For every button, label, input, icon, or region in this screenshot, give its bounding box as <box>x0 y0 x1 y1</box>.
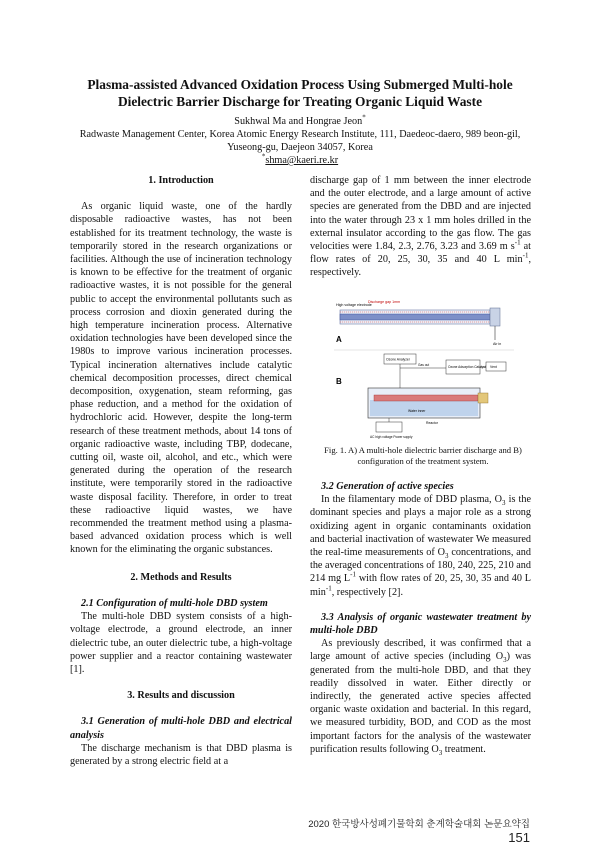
reactor-inlet <box>478 393 488 403</box>
left-column <box>70 174 292 768</box>
air-in-label: Air in <box>493 342 502 346</box>
analysis-sub-2: 3 <box>438 748 443 757</box>
page-footer <box>300 816 530 845</box>
email-mark: * <box>261 152 266 161</box>
title-line-1: Plasma-assisted Advanced Oxidation Process Using Submerged Multi-hole <box>87 77 513 92</box>
subsection-3-1-text: The discharge mechanism is that DBD plasma is generated by a strong electric field at a <box>70 742 292 767</box>
species-sup-2: -1 <box>325 584 332 593</box>
subsection-2-1-text: The multi-hole DBD system consists of a high-voltage electrode, a ground electrode, an inner dielectric tube, an outer dielectric tube, a high-voltage power supplier and a reactor containing wastewater [1]. <box>70 611 292 675</box>
section-results-title: 3. Results and discussion <box>127 690 235 702</box>
analysis-text-c: treatment. <box>442 743 486 755</box>
discharge-sup-1: -1 <box>514 238 521 247</box>
paper-title <box>60 76 540 110</box>
introduction-text: As organic liquid waste, one of the hardly disposable radioactive wastes, has not been established for its treatment technology, the waste is temporarily stored in the research organizations or facilities. Although the use of incineration technology is known to be effective for the treatment of organic radioactive wastes, it is not possible for the general public to accept the environmental pollutants such as process corrosion and dioxin generated during the high temperature incineration process. Alternative oxidation technologies have been developed since the 1980s to improve various incineration processes. Typical incineration alternatives include catalytic chemical decomposition processes, direct chemical decomposition, oxygenation, steam reforming, gas phase reduction, and a method for the oxidation of hydrochloric acid. However, despite the long-term research of these treatment methods, about 14 tons of organic radioactive waste, including TBP, dodecane, cutting oil, waste oil, alcohol, and etc., which were generated during the operation of the research institute, were temporarily stored in the radioactive waste disposal facility. Therefore, in order to treat these radioactive liquid wastes, we have recommended the treatment method using a plasma-based advanced oxidation process which is well known for the eliminating the organic substances. <box>70 201 292 556</box>
discharge-gap-paragraph <box>310 174 531 280</box>
panel-a-label: A <box>336 335 342 344</box>
panel-b-label: B <box>336 377 342 386</box>
analysis-sub-1: 3 <box>503 656 507 665</box>
gas-out-label: Gas out <box>418 363 430 367</box>
species-text-a: In the filamentary mode of DBD plasma, O <box>321 494 503 506</box>
species-sup-1: -1 <box>350 571 356 580</box>
author-mark: * <box>362 113 366 122</box>
dbd-tube-b <box>374 395 478 401</box>
species-text-e: , respectively [2]. <box>331 586 403 598</box>
reactor-label: Reactor <box>426 421 438 425</box>
section-introduction-title: 1. Introduction <box>148 175 214 186</box>
email-line <box>40 154 560 167</box>
conference-proceedings-label: 2020 한국방사성폐기물학회 춘계학술대회 논문요약집 <box>308 819 530 830</box>
title-line-2: Dielectric Barrier Discharge for Treating Organic Liquid Waste <box>117 94 483 109</box>
ac-power-supply-box <box>376 422 402 432</box>
email-link[interactable]: shma@kaeri.re.kr <box>265 155 339 166</box>
affiliation-line-2: Yuseong-gu, Daejeon 34057, Korea <box>227 142 373 153</box>
discharge-text-b: at flow rates of 20, 25, 30, 35 and 40 L min <box>310 241 531 266</box>
analysis-text-a: As previously described, it was confirmed that a large amount of active species (including O <box>310 638 531 663</box>
ozone-adsorption-label: Ozone Adsorption Catalyst <box>448 365 486 369</box>
tube-end-cap <box>490 308 500 326</box>
right-column-lower <box>310 480 531 756</box>
affiliation-line-1: Radwaste Management Center, Korea Atomic Energy Research Institute, 111, Daedeoc-daero, 989 beon-gil, <box>79 129 521 140</box>
discharge-gap-label: Discharge gap 1mm <box>368 300 401 304</box>
species-text-d: with flow rates of 20, 25, 30, 35 and 40 L min <box>310 573 531 598</box>
authors <box>40 115 560 128</box>
discharge-sup-2: -1 <box>522 251 529 260</box>
species-sub-1: 3 <box>502 499 506 508</box>
species-text-c: concentrations, and the averaged concentrations of 180, 240, 225, 210 and 214 mg L <box>310 547 531 585</box>
section-methods-title: 2. Methods and Results <box>130 571 232 583</box>
vent-label: Vent <box>490 365 497 369</box>
subsection-3-2-title: 3.2 Generation of active species <box>321 481 454 492</box>
water-inner-label: Water inner <box>408 409 426 413</box>
species-sub-2: 3 <box>445 552 449 561</box>
analysis-text-b: ) was generated from the multi-hole DBD, and that they readily dissolved in water. Either directly or indirectly, the generated active species affected organic waste oxidation and bacterial. In this regard, we measured turbidity, BOD, and COD as the most important factors for the analysis of the wastewater purification results following O <box>310 651 531 755</box>
subsection-2-1-title: 2.1 Configuration of multi-hole DBD system <box>81 597 268 609</box>
subsection-3-3-text <box>310 637 531 756</box>
page-number: 151 <box>508 830 530 845</box>
species-text-b: is the dominant species and plays a major role as a strong oxidizing agent in organic contaminants oxidation and bacterial inactivation of wastewater We measured the real-time measurements of O <box>310 494 531 559</box>
subsection-3-1-title: 3.1 Generation of multi-hole DBD and electrical analysis <box>70 716 292 741</box>
inner-electrode <box>340 314 490 320</box>
right-column <box>310 174 531 280</box>
figure-1-caption: Fig. 1. A) A multi-hole dielectric barrier discharge and B) configuration of the treatment system. <box>324 445 522 466</box>
figure-1-diagram <box>334 296 514 440</box>
author-block <box>40 115 560 167</box>
subsection-3-3-title: 3.3 Analysis of organic wastewater treatment by multi-hole DBD <box>310 611 531 637</box>
discharge-text-a: discharge gap of 1 mm between the inner electrode and the outer electrode, and a large amount of active species are generated from the DBD and are injected into the water through 23 x 1 mm holes drilled in the external insulator according to the gas flow. The gas velocities were 1.84, 2.3, 2.76, 3.23 and 3.69 m s <box>310 175 531 253</box>
ac-supply-label: AC high voltage Power supply <box>370 435 413 439</box>
subsection-3-2-text <box>310 493 531 599</box>
ozone-analyzer-label: Ozone Analyzer <box>386 357 410 362</box>
author-names: Sukhwal Ma and Hongrae Jeon <box>234 116 363 127</box>
wastewater <box>370 400 478 416</box>
hv-electrode-label: High voltage electrode <box>336 303 372 307</box>
discharge-text-c: , respectively. <box>310 254 531 279</box>
